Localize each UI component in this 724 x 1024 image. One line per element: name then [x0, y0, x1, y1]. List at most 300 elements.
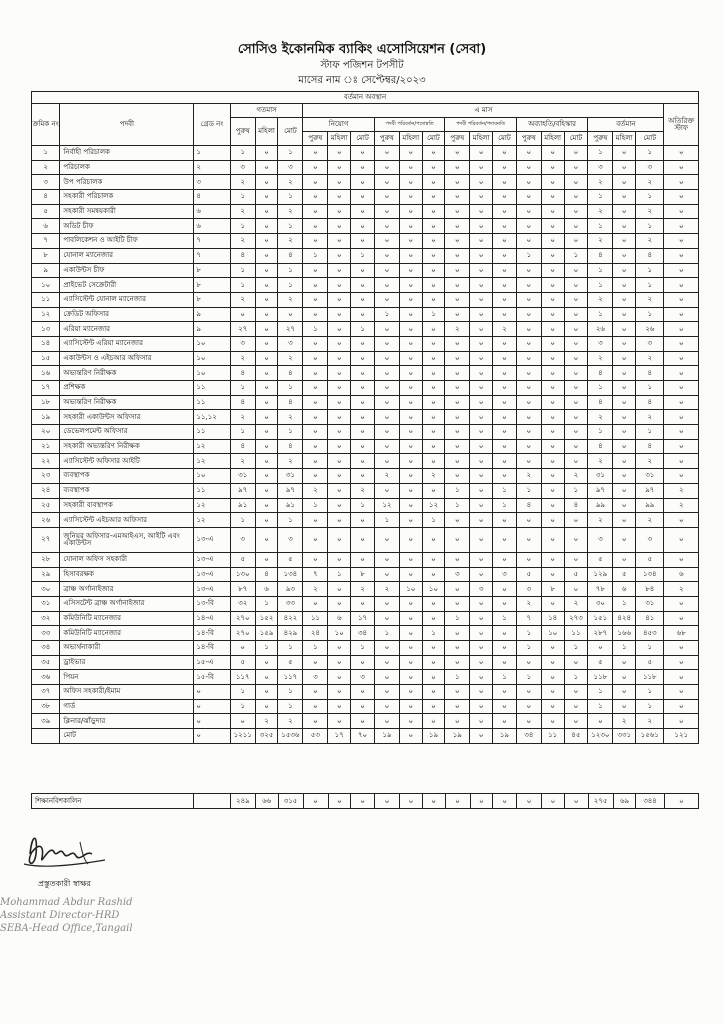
- col-designation: পদবী: [60, 104, 194, 146]
- cell-value: ০: [422, 395, 445, 410]
- col-serial: ক্রমিক নং: [32, 104, 60, 146]
- cell-value: ০: [664, 655, 699, 670]
- row-grade: ১১: [194, 483, 230, 498]
- row-designation: ব্যবস্থাপক: [60, 483, 194, 498]
- cell-value: ০: [493, 582, 517, 597]
- cell-value: ০: [516, 395, 541, 410]
- table-row: [32, 425, 699, 440]
- cell-value: ০: [516, 655, 541, 670]
- cell-value: ১: [422, 626, 445, 641]
- col-sub-female: মহিলা: [328, 132, 351, 146]
- trainee-value: ০: [470, 794, 493, 809]
- trainee-grade: [194, 794, 230, 809]
- cell-value: ০: [493, 410, 517, 425]
- cell-value: ৩: [470, 582, 493, 597]
- cell-value: ১১৭: [278, 670, 303, 685]
- cell-value: ৩৪: [351, 626, 375, 641]
- table-row: [32, 381, 699, 396]
- cell-value: ০: [516, 410, 541, 425]
- cell-value: ১: [374, 626, 399, 641]
- cell-value: ০: [399, 190, 422, 205]
- cell-value: ১১৭: [230, 670, 255, 685]
- cell-value: ০: [303, 527, 328, 552]
- cell-value: ০: [255, 366, 278, 381]
- cell-value: ০: [664, 234, 699, 249]
- cell-value: ০: [493, 439, 517, 454]
- cell-value: ০: [328, 160, 351, 175]
- cell-value: ৪: [230, 366, 255, 381]
- col-extra-staff: অতিরিক্ত স্টাফ: [664, 104, 699, 146]
- cell-value: ০: [516, 263, 541, 278]
- row-designation: এসিসটেন্ট ব্রাঞ্চ অর্গানাইজার: [60, 596, 194, 611]
- total-value: ০: [470, 729, 493, 744]
- col-sub-total: মোট: [351, 132, 375, 146]
- cell-value: ৯৯: [636, 498, 664, 513]
- cell-value: ০: [399, 322, 422, 337]
- cell-value: ০: [445, 263, 470, 278]
- cell-value: ১০: [399, 582, 422, 597]
- cell-value: ৩: [230, 527, 255, 552]
- signatory-stamp: [0, 896, 133, 935]
- col-sub-female: মহিলা: [613, 132, 636, 146]
- cell-value: ০: [303, 146, 328, 161]
- cell-value: ০: [351, 439, 375, 454]
- cell-value: ১: [303, 498, 328, 513]
- cell-value: ১: [588, 685, 613, 700]
- row-serial: ১২: [32, 307, 60, 322]
- cell-value: ০: [564, 292, 588, 307]
- cell-value: ০: [422, 366, 445, 381]
- row-grade: ১৪-বি: [194, 641, 230, 656]
- cell-value: ০: [516, 322, 541, 337]
- row-designation: এ্যাসিস্টেন্ট এরিয়া ম্যানেজার: [60, 336, 194, 351]
- cell-value: ৩: [636, 160, 664, 175]
- cell-value: ০: [374, 146, 399, 161]
- total-value: ১৫৬১: [636, 729, 664, 744]
- cell-value: ০: [374, 351, 399, 366]
- row-designation: অভ্যন্তরিণ নিরীক্ষক: [60, 395, 194, 410]
- cell-value: ০: [399, 366, 422, 381]
- cell-value: ০: [303, 454, 328, 469]
- cell-value: ০: [328, 641, 351, 656]
- cell-value: ০: [328, 248, 351, 263]
- cell-value: ০: [422, 322, 445, 337]
- row-grade: ১৩-বি: [194, 596, 230, 611]
- cell-value: ০: [541, 175, 564, 190]
- cell-value: ১১৮: [588, 670, 613, 685]
- col-current: বর্তমান: [588, 118, 664, 132]
- row-designation: ব্রাঞ্চ অর্গানাইজার: [60, 582, 194, 597]
- row-grade: ৬: [194, 204, 230, 219]
- cell-value: ০: [516, 160, 541, 175]
- cell-value: ০: [328, 527, 351, 552]
- col-lm-male: পুরুষ: [230, 118, 255, 146]
- cell-value: ২: [230, 454, 255, 469]
- row-grade: ১২: [194, 454, 230, 469]
- cell-value: ০: [328, 292, 351, 307]
- cell-value: ০: [303, 596, 328, 611]
- cell-value: ০: [493, 366, 517, 381]
- table-row: [32, 204, 699, 219]
- cell-value: ৪: [230, 439, 255, 454]
- cell-value: ২: [516, 469, 541, 484]
- row-grade: ১০: [194, 469, 230, 484]
- cell-value: ০: [445, 190, 470, 205]
- table-row: [32, 685, 699, 700]
- row-designation: প্রশিক্ষক: [60, 381, 194, 396]
- cell-value: ১: [493, 611, 517, 626]
- cell-value: ০: [613, 336, 636, 351]
- table-row: [32, 527, 699, 552]
- cell-value: ১: [588, 263, 613, 278]
- cell-value: ০: [230, 714, 255, 729]
- row-serial: ৩: [32, 175, 60, 190]
- cell-value: ০: [516, 204, 541, 219]
- table-row: [32, 190, 699, 205]
- cell-value: ০: [303, 395, 328, 410]
- row-serial: ১: [32, 146, 60, 161]
- cell-value: ১: [422, 513, 445, 528]
- cell-value: ১১: [564, 626, 588, 641]
- cell-value: ০: [541, 469, 564, 484]
- cell-value: ১: [636, 699, 664, 714]
- table-row: [32, 410, 699, 425]
- cell-value: ০: [613, 278, 636, 293]
- cell-value: ০: [541, 146, 564, 161]
- col-sub-total: মোট: [564, 132, 588, 146]
- row-grade: ৯: [194, 307, 230, 322]
- cell-value: ১৩৪: [636, 567, 664, 582]
- cell-value: ১: [588, 146, 613, 161]
- cell-value: ০: [470, 685, 493, 700]
- cell-value: ৬: [255, 582, 278, 597]
- trainee-value: ০: [517, 794, 542, 809]
- row-serial: ৩৭: [32, 685, 60, 700]
- table-row: [32, 454, 699, 469]
- cell-value: ১: [351, 248, 375, 263]
- cell-value: ০: [493, 381, 517, 396]
- cell-value: ১: [613, 596, 636, 611]
- cell-value: ১: [230, 381, 255, 396]
- cell-value: ২: [255, 714, 278, 729]
- trainee-value: ০: [303, 794, 328, 809]
- total-value: ১৯: [445, 729, 470, 744]
- cell-value: ০: [564, 439, 588, 454]
- cell-value: ৪৫৩: [636, 626, 664, 641]
- row-designation: গার্ড: [60, 699, 194, 714]
- cell-value: ০: [422, 567, 445, 582]
- row-serial: ২২: [32, 454, 60, 469]
- cell-value: ০: [445, 469, 470, 484]
- cell-value: ০: [664, 395, 699, 410]
- cell-value: ০: [328, 278, 351, 293]
- cell-value: ০: [255, 381, 278, 396]
- cell-value: ০: [445, 714, 470, 729]
- cell-value: ২৭: [230, 322, 255, 337]
- cell-value: ০: [541, 307, 564, 322]
- cell-value: ০: [422, 410, 445, 425]
- row-grade: ১১: [194, 425, 230, 440]
- total-value: ১৯: [422, 729, 445, 744]
- cell-value: ০: [613, 204, 636, 219]
- cell-value: ১: [278, 513, 303, 528]
- row-grade: ০: [194, 714, 230, 729]
- cell-value: ০: [613, 483, 636, 498]
- cell-value: ০: [255, 439, 278, 454]
- cell-value: ০: [516, 190, 541, 205]
- cell-value: ১৩০: [230, 567, 255, 582]
- table-row: [32, 582, 699, 597]
- cell-value: ২৪: [303, 626, 328, 641]
- cell-value: ০: [445, 425, 470, 440]
- cell-value: ৪: [255, 567, 278, 582]
- cell-value: ১: [636, 425, 664, 440]
- cell-value: ০: [351, 381, 375, 396]
- row-designation: হিসাবরক্ষক: [60, 567, 194, 582]
- cell-value: ০: [445, 626, 470, 641]
- row-designation: সহকারী পরিচালক: [60, 190, 194, 205]
- row-grade: ৯: [194, 322, 230, 337]
- cell-value: ৩: [516, 582, 541, 597]
- cell-value: ০: [564, 263, 588, 278]
- trainee-value: ০: [351, 794, 375, 809]
- cell-value: ০: [328, 454, 351, 469]
- cell-value: ০: [470, 611, 493, 626]
- cell-value: ০: [351, 410, 375, 425]
- cell-value: ০: [664, 204, 699, 219]
- cell-value: ০: [564, 175, 588, 190]
- cell-value: ০: [516, 527, 541, 552]
- col-lm-female: মহিলা: [255, 118, 278, 146]
- row-serial: ২৬: [32, 513, 60, 528]
- cell-value: ০: [564, 322, 588, 337]
- cell-value: ০: [516, 336, 541, 351]
- cell-value: ০: [255, 175, 278, 190]
- cell-value: ০: [445, 146, 470, 161]
- cell-value: ২: [278, 714, 303, 729]
- cell-value: ০: [445, 219, 470, 234]
- cell-value: ০: [399, 204, 422, 219]
- cell-value: ২: [278, 175, 303, 190]
- cell-value: ০: [541, 248, 564, 263]
- cell-value: ০: [303, 336, 328, 351]
- cell-value: ০: [422, 699, 445, 714]
- cell-value: ০: [351, 454, 375, 469]
- cell-value: ০: [374, 670, 399, 685]
- trainee-value: ০: [422, 794, 445, 809]
- cell-value: ০: [374, 366, 399, 381]
- cell-value: ০: [328, 582, 351, 597]
- cell-value: ০: [445, 160, 470, 175]
- cell-value: ৫: [230, 655, 255, 670]
- cell-value: ০: [541, 381, 564, 396]
- row-designation: পরিচালক: [60, 160, 194, 175]
- table-row: [32, 336, 699, 351]
- cell-value: ২: [422, 469, 445, 484]
- cell-value: ০: [664, 336, 699, 351]
- table-row: [32, 234, 699, 249]
- cell-value: ১: [588, 307, 613, 322]
- cell-value: ০: [255, 498, 278, 513]
- row-serial: ১৮: [32, 395, 60, 410]
- row-designation: এ্যাসিস্টেন্ট যোনাল ম্যানেজার: [60, 292, 194, 307]
- total-value: ৩২৫: [255, 729, 278, 744]
- cell-value: ২: [278, 204, 303, 219]
- cell-value: ১: [230, 219, 255, 234]
- cell-value: ০: [328, 596, 351, 611]
- cell-value: ০: [255, 336, 278, 351]
- cell-value: ০: [445, 513, 470, 528]
- cell-value: ৪: [278, 395, 303, 410]
- trainee-label: শিক্ষানবিশকালিন: [32, 794, 194, 809]
- cell-value: ৯৭: [278, 483, 303, 498]
- cell-value: ০: [541, 655, 564, 670]
- col-recruit: নিয়োগ: [303, 118, 375, 132]
- cell-value: ০: [255, 670, 278, 685]
- table-row: [32, 175, 699, 190]
- cell-value: ০: [255, 307, 278, 322]
- cell-value: ১: [422, 307, 445, 322]
- cell-value: ২: [613, 714, 636, 729]
- cell-value: ০: [470, 498, 493, 513]
- cell-value: ২: [636, 454, 664, 469]
- cell-value: ১: [230, 513, 255, 528]
- cell-value: ০: [564, 190, 588, 205]
- cell-value: ১: [493, 483, 517, 498]
- cell-value: ০: [374, 395, 399, 410]
- cell-value: ০: [328, 513, 351, 528]
- cell-value: ২: [636, 410, 664, 425]
- cell-value: ১৫৯: [255, 626, 278, 641]
- cell-value: ০: [445, 278, 470, 293]
- cell-value: ০: [664, 278, 699, 293]
- cell-value: ০: [303, 655, 328, 670]
- cell-value: ৭: [516, 611, 541, 626]
- cell-value: ১: [516, 641, 541, 656]
- cell-value: ০: [399, 263, 422, 278]
- cell-value: ০: [399, 336, 422, 351]
- cell-value: ০: [613, 248, 636, 263]
- cell-value: ১: [588, 425, 613, 440]
- cell-value: ০: [351, 552, 375, 567]
- total-value: ১৯: [374, 729, 399, 744]
- cell-value: ০: [564, 219, 588, 234]
- row-designation: পাবলিকেশন ও আইটি চীফ: [60, 234, 194, 249]
- cell-value: ০: [493, 513, 517, 528]
- cell-value: ০: [470, 596, 493, 611]
- cell-value: ০: [374, 552, 399, 567]
- cell-value: ০: [328, 263, 351, 278]
- row-grade: ৭: [194, 248, 230, 263]
- cell-value: ০: [470, 336, 493, 351]
- cell-value: ০: [422, 641, 445, 656]
- cell-value: ১: [564, 248, 588, 263]
- row-grade: ৬: [194, 219, 230, 234]
- signatory-title: Assistant Director-HRD: [0, 910, 120, 921]
- row-grade: ১০: [194, 336, 230, 351]
- cell-value: ০: [303, 307, 328, 322]
- row-grade: ১০: [194, 351, 230, 366]
- staff-position-table: [31, 91, 699, 744]
- cell-value: ০: [493, 395, 517, 410]
- cell-value: ০: [470, 454, 493, 469]
- cell-value: ১: [516, 670, 541, 685]
- cell-value: ০: [516, 685, 541, 700]
- total-value: ৪৫: [564, 729, 588, 744]
- cell-value: ০: [516, 278, 541, 293]
- cell-value: ০: [351, 425, 375, 440]
- cell-value: ০: [351, 351, 375, 366]
- trainee-table: [31, 793, 699, 809]
- cell-value: ০: [328, 685, 351, 700]
- cell-value: ১২: [374, 498, 399, 513]
- cell-value: ০: [564, 160, 588, 175]
- cell-value: ০: [470, 263, 493, 278]
- cell-value: ৩: [351, 670, 375, 685]
- cell-value: ০: [493, 527, 517, 552]
- cell-value: ০: [516, 351, 541, 366]
- cell-value: ০: [541, 670, 564, 685]
- row-designation: ড্রাইভার: [60, 655, 194, 670]
- cell-value: ১: [278, 263, 303, 278]
- row-grade: ৭: [194, 234, 230, 249]
- cell-value: ০: [374, 714, 399, 729]
- cell-value: ০: [328, 190, 351, 205]
- cell-value: ০: [664, 366, 699, 381]
- cell-value: ৪২৯: [278, 626, 303, 641]
- cell-value: ০: [541, 596, 564, 611]
- cell-value: ০: [613, 292, 636, 307]
- cell-value: ০: [541, 351, 564, 366]
- cell-value: ৪: [636, 439, 664, 454]
- row-designation: সহকারী অভ্যন্তরিণ নিরীক্ষক: [60, 439, 194, 454]
- cell-value: ০: [664, 714, 699, 729]
- cell-value: ৯৭: [636, 483, 664, 498]
- cell-value: ০: [374, 483, 399, 498]
- cell-value: ০: [422, 685, 445, 700]
- cell-value: ০: [303, 278, 328, 293]
- cell-value: ০: [516, 234, 541, 249]
- cell-value: ১: [303, 641, 328, 656]
- cell-value: ০: [445, 699, 470, 714]
- cell-value: ২: [230, 292, 255, 307]
- cell-value: ০: [351, 513, 375, 528]
- row-serial: ১৭: [32, 381, 60, 396]
- row-grade: ১৩-এ: [194, 552, 230, 567]
- cell-value: ২: [278, 234, 303, 249]
- cell-value: ২: [636, 292, 664, 307]
- cell-value: ০: [255, 351, 278, 366]
- cell-value: ১: [278, 190, 303, 205]
- trainee-value: ৬৬: [255, 794, 278, 809]
- cell-value: ৪: [636, 366, 664, 381]
- cell-value: ০: [516, 513, 541, 528]
- total-grade: ০: [194, 729, 230, 744]
- cell-value: ১০: [541, 626, 564, 641]
- cell-value: ০: [613, 454, 636, 469]
- row-grade: ১১: [194, 381, 230, 396]
- cell-value: ০: [664, 219, 699, 234]
- cell-value: ১: [230, 146, 255, 161]
- cell-value: ০: [493, 596, 517, 611]
- cell-value: ১: [445, 611, 470, 626]
- cell-value: ০: [255, 263, 278, 278]
- cell-value: ২৭০: [230, 626, 255, 641]
- cell-value: ০: [470, 190, 493, 205]
- cell-value: ০: [303, 714, 328, 729]
- cell-value: ০: [470, 699, 493, 714]
- cell-value: ০: [399, 160, 422, 175]
